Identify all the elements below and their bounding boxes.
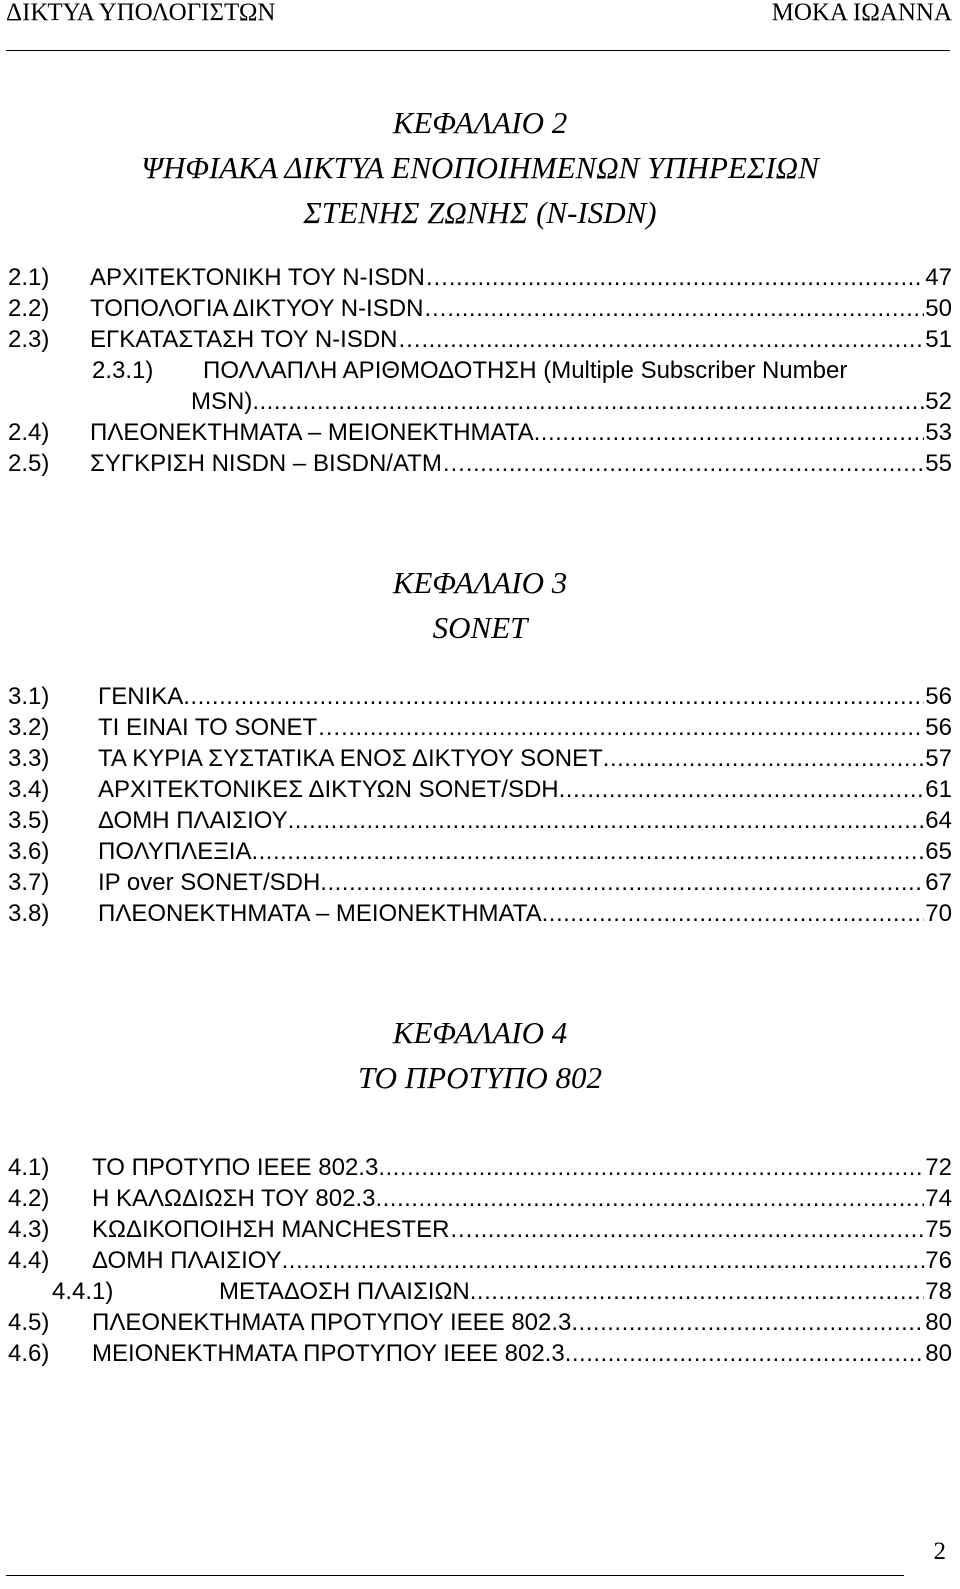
toc-entry-number: 2.4) [8, 419, 50, 446]
dot-leader [466, 448, 924, 479]
toc-entry-title: IP over SONET/SDH [98, 869, 321, 896]
toc-entry[interactable] [8, 448, 952, 479]
toc-entry[interactable] [8, 1152, 952, 1183]
toc-entry-number: 3.5) [8, 807, 50, 834]
toc-entry[interactable] [8, 417, 952, 448]
toc-subentry[interactable] [8, 355, 952, 386]
dot-leader [559, 774, 925, 805]
dot-leader [449, 262, 924, 293]
dot-leader [341, 712, 924, 743]
toc-entry[interactable] [8, 1338, 952, 1369]
toc-entry[interactable] [8, 1183, 952, 1214]
toc-entry-title: ΔΟΜΗ ΠΛΑΙΣΙΟΥ [92, 1247, 282, 1274]
dot-leader [282, 1245, 925, 1276]
toc-entry-page: 67 [925, 869, 952, 896]
dot-leader [571, 1307, 924, 1338]
chapter-4-toc [8, 1152, 952, 1369]
toc-entry-page: 75 [925, 1216, 952, 1243]
toc-entry-title: ΑΡΧΙΤΕΚΤΟΝΙΚΕΣ ΔΙΚΤΥΩΝ SONET/SDH [98, 776, 559, 803]
toc-entry-title: ΑΡΧΙΤΕΚΤΟΝΙΚΗ ΤΟΥ N-ISDN… [90, 264, 449, 291]
toc-entry-title: ΠΛΕΟΝΕΚΤΗΜΑΤΑ ΠΡΟΤΥΠΟΥ IEEE 802.3 [92, 1309, 572, 1336]
toc-entry-number: 4.2) [8, 1185, 50, 1212]
header-right-author: ΜΟΚΑ ΙΩΑΝΝΑ [771, 0, 952, 26]
dot-leader [378, 1152, 924, 1183]
toc-entry-number: 3.4) [8, 776, 50, 803]
toc-entry-page: 57 [925, 745, 952, 772]
dot-leader [320, 867, 924, 898]
toc-entry-number: 2.3.1) [92, 357, 154, 384]
chapter-4-label: ΚΕΦΑΛΑΙΟ 4 [392, 1015, 568, 1050]
toc-entry-title: ΜΕΤΑΔΟΣΗ ΠΛΑΙΣΙΩΝ [219, 1278, 470, 1305]
toc-entry-number: 3.1) [8, 683, 50, 710]
chapter-2-title-line-2: ΣΤΕΝΗΣ ΖΩΝΗΣ (N-ISDN) [303, 195, 657, 230]
toc-entry-title: ΤΟ ΠΡΟΤΥΠΟ IEEE 802.3 [92, 1154, 379, 1181]
toc-entry-title: ΤΙ ΕΙΝΑΙ ΤΟ SONET… [98, 714, 342, 741]
toc-entry-page: 78 [925, 1278, 952, 1305]
toc-entry-title: ΜΕΙΟΝΕΚΤΗΜΑΤΑ ΠΡΟΤΥΠΟΥ IEEE 802.3 [92, 1340, 565, 1367]
toc-entry-number: 2.2) [8, 295, 50, 322]
dot-leader [288, 805, 925, 836]
chapter-3-label: ΚΕΦΑΛΑΙΟ 3 [392, 565, 568, 600]
footer-rule [6, 1575, 904, 1576]
toc-entry-page: 72 [925, 1154, 952, 1181]
toc-entry-title: ΔΟΜΗ ΠΛΑΙΣΙΟΥ [98, 807, 288, 834]
toc-entry-page: 70 [925, 900, 952, 927]
toc-entry[interactable] [8, 774, 952, 805]
toc-entry-title: ΠΛΕΟΝΕΚΤΗΜΑΤΑ – ΜΕΙΟΝΕΚΤΗΜΑΤΑ [98, 900, 542, 927]
toc-entry-page: 51 [925, 326, 952, 353]
toc-entry[interactable] [8, 836, 952, 867]
toc-entry-number: 2.5) [8, 450, 50, 477]
toc-entry[interactable] [8, 743, 952, 774]
dot-leader [422, 324, 925, 355]
toc-entry[interactable] [8, 1307, 952, 1338]
header-left-title: ΔΙΚΤΥΑ ΥΠΟΛΟΓΙΣΤΩΝ [6, 0, 276, 26]
chapter-3-title: SONET [432, 610, 528, 645]
chapter-2-toc [8, 262, 952, 479]
toc-entry-title: ΓΕΝΙΚΑ [98, 683, 184, 710]
dot-leader [375, 1183, 924, 1214]
toc-entry-page: 80 [925, 1340, 952, 1367]
toc-subentry-continuation[interactable] [8, 386, 952, 417]
toc-entry-title: MSN) [191, 388, 253, 415]
page-header [6, 0, 952, 34]
toc-entry-number: 2.1) [8, 264, 50, 291]
toc-entry-page: 74 [925, 1185, 952, 1212]
toc-entry-number: 4.4) [8, 1247, 50, 1274]
toc-entry-number: 3.3) [8, 745, 50, 772]
toc-entry-title: ΠΟΛΛΑΠΛΗ ΑΡΙΘΜΟΔΟΤΗΣΗ (Multiple Subscriber Number [203, 357, 848, 384]
toc-entry-number: 3.8) [8, 900, 50, 927]
toc-entry-title: ΕΓΚΑΤΑΣΤΑΣΗ ΤΟΥ N-ISDN… [90, 326, 422, 353]
chapter-4-title: ΤΟ ΠΡΟΤΥΠΟ 802 [357, 1060, 603, 1095]
toc-entry-page: 76 [925, 1247, 952, 1274]
toc-entry-page: 53 [925, 419, 952, 446]
toc-entry-number: 4.1) [8, 1154, 50, 1181]
toc-entry[interactable] [8, 1245, 952, 1276]
chapter-4-heading [0, 1010, 960, 1100]
dot-leader [603, 743, 925, 774]
toc-entry-title: ΚΩΔΙΚΟΠΟΙΗΣΗ MANCHESTER… [92, 1216, 474, 1243]
chapter-2-heading [0, 100, 960, 235]
dot-leader [252, 386, 924, 417]
toc-entry-page: 47 [925, 264, 952, 291]
toc-entry-number: 4.6) [8, 1340, 50, 1367]
dot-leader [542, 898, 925, 929]
toc-entry-title: ΤΑ ΚΥΡΙΑ ΣΥΣΤΑΤΙΚΑ ΕΝΟΣ ΔΙΚΤΥΟΥ SONET [98, 745, 603, 772]
dot-leader [470, 1276, 925, 1307]
toc-entry-number: 4.4.1) [52, 1278, 114, 1305]
toc-entry-number: 3.7) [8, 869, 50, 896]
toc-entry-page: 52 [925, 388, 952, 415]
toc-entry-page: 50 [925, 295, 952, 322]
header-rule [6, 50, 950, 51]
chapter-3-toc [8, 681, 952, 929]
toc-entry[interactable] [8, 681, 952, 712]
toc-entry-number: 3.6) [8, 838, 50, 865]
toc-entry[interactable] [8, 1214, 952, 1245]
toc-entry-page: 61 [925, 776, 952, 803]
page-number: 2 [933, 1538, 946, 1565]
toc-entry-page: 56 [925, 683, 952, 710]
toc-entry[interactable] [8, 898, 952, 929]
dot-leader [447, 293, 924, 324]
toc-subentry[interactable] [8, 1276, 952, 1307]
dot-leader [473, 1214, 924, 1245]
toc-entry-page: 55 [925, 450, 952, 477]
chapter-3-heading [0, 560, 960, 650]
dot-leader [534, 417, 925, 448]
toc-entry-title: ΣΥΓΚΡΙΣΗ NISDN – BISDN/ATM… [90, 450, 466, 477]
toc-entry[interactable] [8, 867, 952, 898]
toc-entry-number: 3.2) [8, 714, 50, 741]
dot-leader [183, 681, 924, 712]
toc-entry-page: 80 [925, 1309, 952, 1336]
toc-entry[interactable] [8, 805, 952, 836]
toc-entry-number: 4.5) [8, 1309, 50, 1336]
toc-entry-page: 56 [925, 714, 952, 741]
chapter-2-title-line-1: ΨΗΦΙΑΚΑ ΔΙΚΤΥΑ ΕΝΟΠΟΙΗΜΕΝΩΝ ΥΠΗΡΕΣΙΩΝ [141, 150, 819, 185]
dot-leader [565, 1338, 925, 1369]
dot-leader [251, 836, 924, 867]
toc-entry-page: 64 [925, 807, 952, 834]
toc-entry[interactable] [8, 712, 952, 743]
toc-entry[interactable] [8, 262, 952, 293]
toc-entry-number: 4.3) [8, 1216, 50, 1243]
toc-entry-title: ΠΛΕΟΝΕΚΤΗΜΑΤΑ – ΜΕΙΟΝΕΚΤΗΜΑΤΑ [90, 419, 534, 446]
toc-entry-title: ΠΟΛΥΠΛΕΞΙΑ [98, 838, 252, 865]
toc-entry-number: 2.3) [8, 326, 50, 353]
toc-entry-title: ΤΟΠΟΛΟΓΙΑ ΔΙΚΤΥΟΥ N-ISDN… [90, 295, 448, 322]
toc-entry[interactable] [8, 324, 952, 355]
chapter-2-label: ΚΕΦΑΛΑΙΟ 2 [392, 105, 568, 140]
toc-entry-page: 65 [925, 838, 952, 865]
toc-entry[interactable] [8, 293, 952, 324]
toc-entry-title: Η ΚΑΛΩΔΙΩΣΗ ΤΟΥ 802.3 [92, 1185, 376, 1212]
